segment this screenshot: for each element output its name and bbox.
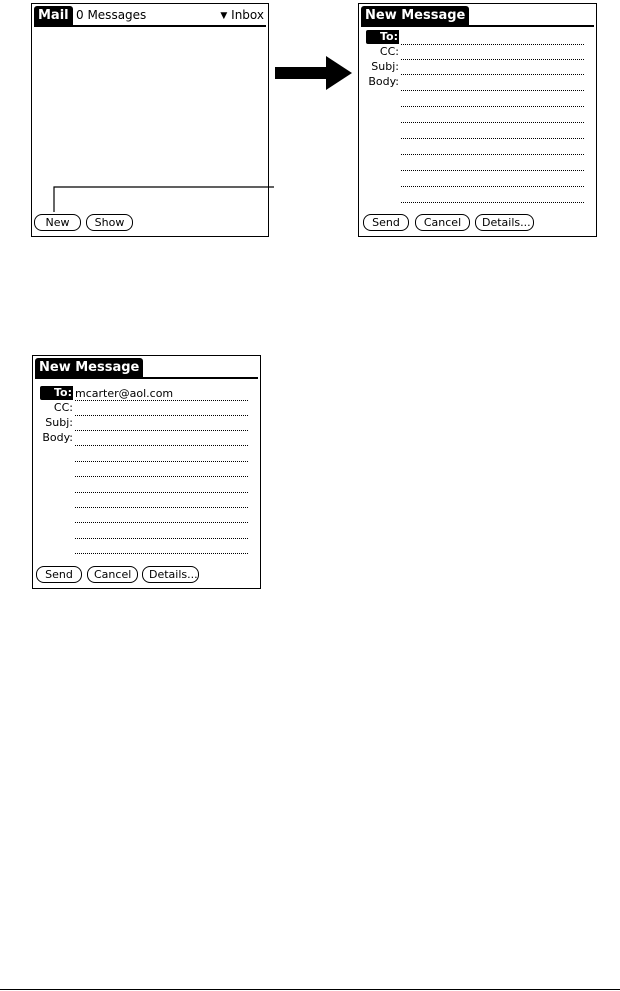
field-labels [361,30,399,90]
body-line[interactable] [75,538,248,539]
body-line[interactable] [75,492,248,493]
cc-field[interactable] [75,415,248,416]
message-count: 0 Messages [76,8,147,22]
body-line[interactable] [401,202,584,203]
body-line[interactable] [401,106,584,107]
cc-field[interactable] [401,59,584,60]
details-button[interactable]: Details... [475,214,534,231]
new-button[interactable]: New [34,214,81,231]
body-line[interactable] [401,186,584,187]
to-field[interactable] [75,400,248,401]
body-line[interactable] [75,476,248,477]
app-title[interactable]: Mail [34,6,73,25]
new-message-screen [358,3,597,237]
page-title: New Message [35,358,143,377]
body-line[interactable] [75,507,248,508]
cancel-button[interactable]: Cancel [87,566,138,583]
body-label[interactable]: Body: [368,75,399,88]
to-value[interactable]: mcarter@aol.com [75,387,174,400]
to-label[interactable]: To: [366,30,399,44]
new-message-title-bar [361,6,594,27]
page-title: New Message [361,6,469,25]
body-label[interactable]: Body: [42,431,73,444]
to-label[interactable]: To: [40,386,73,400]
right-arrow-icon [275,56,352,90]
subj-label[interactable]: Subj: [371,60,399,73]
body-line[interactable] [401,154,584,155]
body-line[interactable] [75,461,248,462]
field-labels [35,386,73,446]
body-line[interactable] [75,553,248,554]
triangle-down-icon: ▼ [220,11,228,21]
cc-label[interactable]: CC: [379,45,399,58]
details-button[interactable]: Details... [142,566,199,583]
send-button[interactable]: Send [363,214,409,231]
folder-label: Inbox [231,8,264,22]
filled-message-screen [32,355,261,589]
body-line[interactable] [401,122,584,123]
body-line[interactable] [401,138,584,139]
cancel-button[interactable]: Cancel [415,214,470,231]
body-line[interactable] [401,170,584,171]
show-button[interactable]: Show [86,214,133,231]
subj-label[interactable]: Subj: [45,416,73,429]
body-line[interactable] [75,522,248,523]
body-field[interactable] [401,90,584,91]
send-button[interactable]: Send [36,566,82,583]
filled-message-title-bar [35,358,258,379]
subj-field[interactable] [75,430,248,431]
body-field[interactable] [75,445,248,446]
to-field[interactable] [401,44,584,45]
cc-label[interactable]: CC: [53,401,73,414]
page-bottom-rule [0,989,620,990]
subj-field[interactable] [401,74,584,75]
